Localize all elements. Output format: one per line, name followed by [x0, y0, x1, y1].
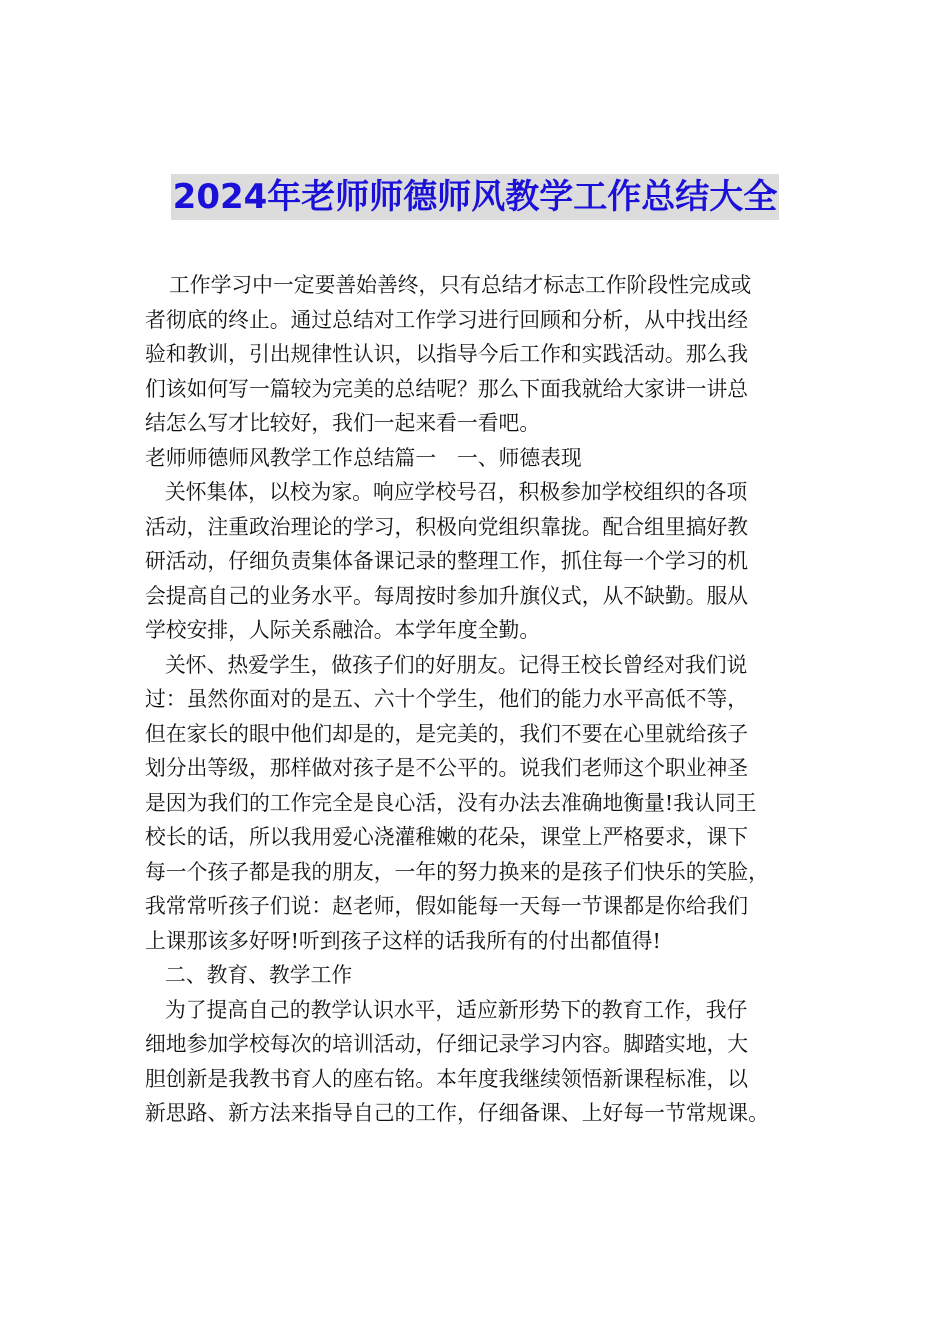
paragraph-line: 者彻底的终止。通过总结对工作学习进行回顾和分析，从中找出经: [145, 307, 749, 332]
document-body: [145, 268, 825, 1131]
paragraph-line: 们该如何写一篇较为完美的总结呢？那么下面我就给大家讲一讲总: [145, 376, 749, 401]
document-title: 2024年老师师德师风教学工作总结大全: [171, 174, 780, 220]
paragraph-line: 学校安排，人际关系融洽。本学年度全勤。: [145, 618, 541, 642]
paragraph-line: 我常常听孩子们说：赵老师，假如能每一天每一节课都是你给我们: [145, 894, 749, 918]
paragraph-line: 是因为我们的工作完全是良心活，没有办法去准确地衡量!我认同王: [145, 790, 757, 815]
paragraph-line: 会提高自己的业务水平。每周按时参加升旗仪式，从不缺勤。服从: [145, 583, 749, 608]
paragraph-line: 为了提高自己的教学认识水平，适应新形势下的教育工作，我仔: [165, 997, 748, 1022]
section-heading: 二、教育、教学工作: [165, 963, 353, 987]
paragraph-line: 上课那该多好呀!听到孩子这样的话我所有的付出都值得!: [145, 928, 661, 953]
paragraph-line: 验和教训，引出规律性认识，以指导今后工作和实践活动。那么我: [145, 342, 749, 366]
section-heading: 老师师德师风教学工作总结篇一 一、师德表现: [145, 445, 582, 470]
paragraph-line: 关怀集体，以校为家。响应学校号召，积极参加学校组织的各项: [165, 480, 748, 504]
paragraph-line: 过：虽然你面对的是五、六十个学生，他们的能力水平高低不等，: [145, 687, 749, 711]
paragraph-line: 关怀、热爱学生，做孩子们的好朋友。记得王校长曾经对我们说: [165, 652, 748, 677]
paragraph-line: 每一个孩子都是我的朋友，一年的努力换来的是孩子们快乐的笑脸，: [145, 859, 769, 884]
paragraph-line: 划分出等级，那样做对孩子是不公平的。说我们老师这个职业神圣: [145, 756, 749, 780]
paragraph-line: 新思路、新方法来指导自己的工作，仔细备课、上好每一节常规课。: [145, 1101, 769, 1125]
paragraph-line: 细地参加学校每次的培训活动，仔细记录学习内容。脚踏实地，大: [145, 1032, 749, 1056]
paragraph-line: 校长的话，所以我用爱心浇灌稚嫩的花朵，课堂上严格要求，课下: [145, 825, 749, 849]
paragraph-line: 结怎么写才比较好，我们一起来看一看吧。: [145, 411, 541, 435]
paragraph-line: 胆创新是我教书育人的座右铭。本年度我继续领悟新课程标准，以: [145, 1066, 749, 1091]
paragraph-line: 研活动，仔细负责集体备课记录的整理工作，抓住每一个学习的机: [145, 549, 749, 573]
title-area: [0, 174, 950, 220]
paragraph-line: 但在家长的眼中他们却是的，是完美的，我们不要在心里就给孩子: [145, 721, 749, 746]
paragraph-line: 工作学习中一定要善始善终，只有总结才标志工作阶段性完成或: [169, 273, 752, 297]
paragraph-line: 活动，注重政治理论的学习，积极向党组织靠拢。配合组里搞好教: [145, 514, 749, 539]
